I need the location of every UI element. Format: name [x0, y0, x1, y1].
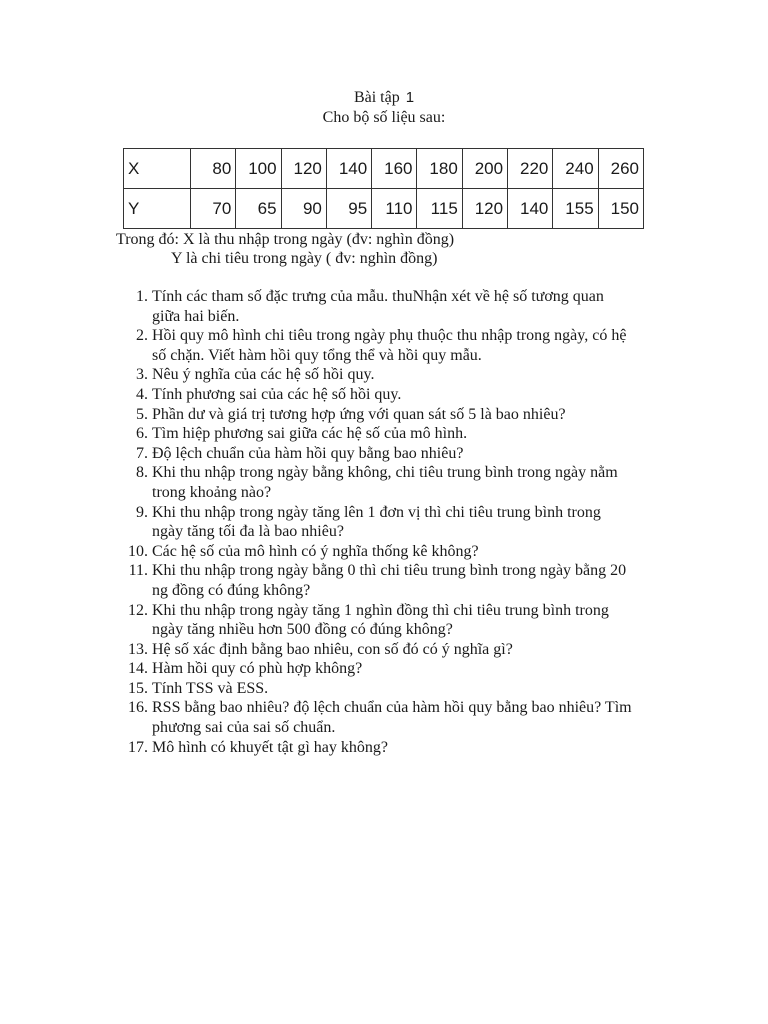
list-item: [0, 679, 632, 699]
list-item: [0, 385, 632, 405]
list-item: [0, 463, 632, 502]
table-cell: 110: [372, 189, 417, 229]
table-cell: 90: [281, 189, 326, 229]
list-item: [0, 542, 632, 562]
item-number: 9.: [136, 503, 148, 521]
list-item: [0, 444, 632, 464]
item-text: Tính các tham số đặc trưng của mẫu. thuNhận xét về hệ số tương quan giữa hai biến.: [152, 288, 604, 325]
note-y-definition: Y là chi tiêu trong ngày ( đv: nghìn đồng): [171, 250, 438, 267]
table-cell: 70: [191, 189, 236, 229]
table-cell: 180: [417, 149, 462, 189]
item-number: 6.: [136, 425, 148, 443]
table-row-y: [124, 189, 644, 229]
list-item: [0, 365, 632, 385]
item-text: Các hệ số của mô hình có ý nghĩa thống kê không?: [152, 542, 479, 560]
item-text: Phần dư và giá trị tương hợp ứng với quan sát số 5 là bao nhiêu?: [152, 405, 566, 423]
table-cell: 120: [281, 149, 326, 189]
table-cell: 150: [598, 189, 643, 229]
table-cell: 140: [326, 149, 371, 189]
item-text: Tìm hiệp phương sai giữa các hệ số của mô hình.: [152, 425, 468, 443]
table-cell: 140: [508, 189, 553, 229]
list-item: [0, 561, 632, 600]
item-number: 10.: [128, 542, 148, 560]
item-number: 16.: [128, 699, 148, 717]
question-list: [0, 287, 768, 757]
list-item: [0, 698, 632, 737]
item-number: 14.: [128, 660, 148, 678]
table-row-x: [124, 149, 644, 189]
title-text: Bài tập: [353, 89, 400, 106]
table-cell: 155: [553, 189, 598, 229]
table-row-label: X: [124, 149, 191, 189]
item-text: Mô hình có khuyết tật gì hay không?: [152, 738, 388, 756]
item-text: Tính phương sai của các hệ số hồi quy.: [152, 385, 402, 403]
item-text: Khi thu nhập trong ngày tăng 1 nghìn đồng thì chi tiêu trung bình trong ngày tăng nhiều hơn 500 đồng có đúng không?: [152, 601, 609, 639]
list-item: [0, 424, 632, 444]
list-item: [0, 640, 632, 660]
table-cell: 115: [417, 189, 462, 229]
item-text: Nêu ý nghĩa của các hệ số hồi quy.: [152, 366, 375, 384]
item-number: 7.: [136, 444, 148, 462]
note-x-definition: Trong đó: X là thu nhập trong ngày (đv: nghìn đồng): [116, 231, 455, 248]
table-cell: 95: [326, 189, 371, 229]
list-item: [0, 405, 632, 425]
table-cell: 260: [598, 149, 643, 189]
list-item: [0, 601, 632, 640]
item-number: 15.: [128, 679, 148, 697]
list-item: [0, 738, 632, 758]
list-item: [0, 659, 632, 679]
list-item: [0, 326, 632, 365]
item-text: Tính TSS và ESS.: [152, 679, 269, 697]
item-number: 11.: [128, 562, 148, 580]
item-number: 17.: [128, 738, 148, 756]
item-number: 8.: [136, 464, 148, 482]
item-number: 5.: [136, 405, 148, 423]
item-number: 3.: [136, 366, 148, 384]
item-number: 4.: [136, 385, 148, 403]
item-text: Hàm hồi quy có phù hợp không?: [152, 660, 363, 678]
item-number: 1.: [136, 288, 148, 305]
item-text: RSS bằng bao nhiêu? độ lệch chuẩn của hàm hồi quy bằng bao nhiêu? Tìm phương sai của sai số chuẩn.: [152, 699, 632, 737]
item-number: 12.: [128, 601, 148, 619]
list-item: [0, 503, 632, 542]
table-cell: 200: [462, 149, 507, 189]
item-text: Khi thu nhập trong ngày bằng không, chi tiêu trung bình trong ngày nằm trong khoảng nào?: [152, 464, 618, 501]
item-text: Độ lệch chuẩn của hàm hồi quy bằng bao nhiêu?: [152, 444, 464, 462]
table-cell: 220: [508, 149, 553, 189]
table-cell: 65: [236, 189, 281, 229]
page-subtitle: Cho bộ số liệu sau:: [322, 109, 446, 126]
page-title: [0, 88, 768, 108]
item-text: Khi thu nhập trong ngày tăng lên 1 đơn vị thì chi tiêu trung bình trong ngày tăng tối đa là bao nhiêu?: [152, 503, 601, 541]
table-cell: 80: [191, 149, 236, 189]
item-text: Hồi quy mô hình chi tiêu trong ngày phụ thuộc thu nhập trong ngày, có hệ số chặn. Viết hàm hồi quy tổng thể và hồi quy mẫu.: [152, 327, 627, 364]
table-cell: 240: [553, 149, 598, 189]
table-cell: 160: [372, 149, 417, 189]
table-cell: 100: [236, 149, 281, 189]
list-item: [0, 287, 632, 326]
data-table: [123, 148, 644, 229]
item-number: 2.: [136, 327, 148, 345]
table-row-label: Y: [124, 189, 191, 229]
item-text: Hệ số xác định bằng bao nhiêu, con số đó có ý nghĩa gì?: [152, 640, 513, 658]
item-text: Khi thu nhập trong ngày bằng 0 thì chi tiêu trung bình trong ngày bằng 20 ng đồng có đúng không?: [152, 562, 627, 599]
table-cell: 120: [462, 189, 507, 229]
title-number: 1: [405, 89, 415, 106]
item-number: 13.: [128, 640, 148, 658]
